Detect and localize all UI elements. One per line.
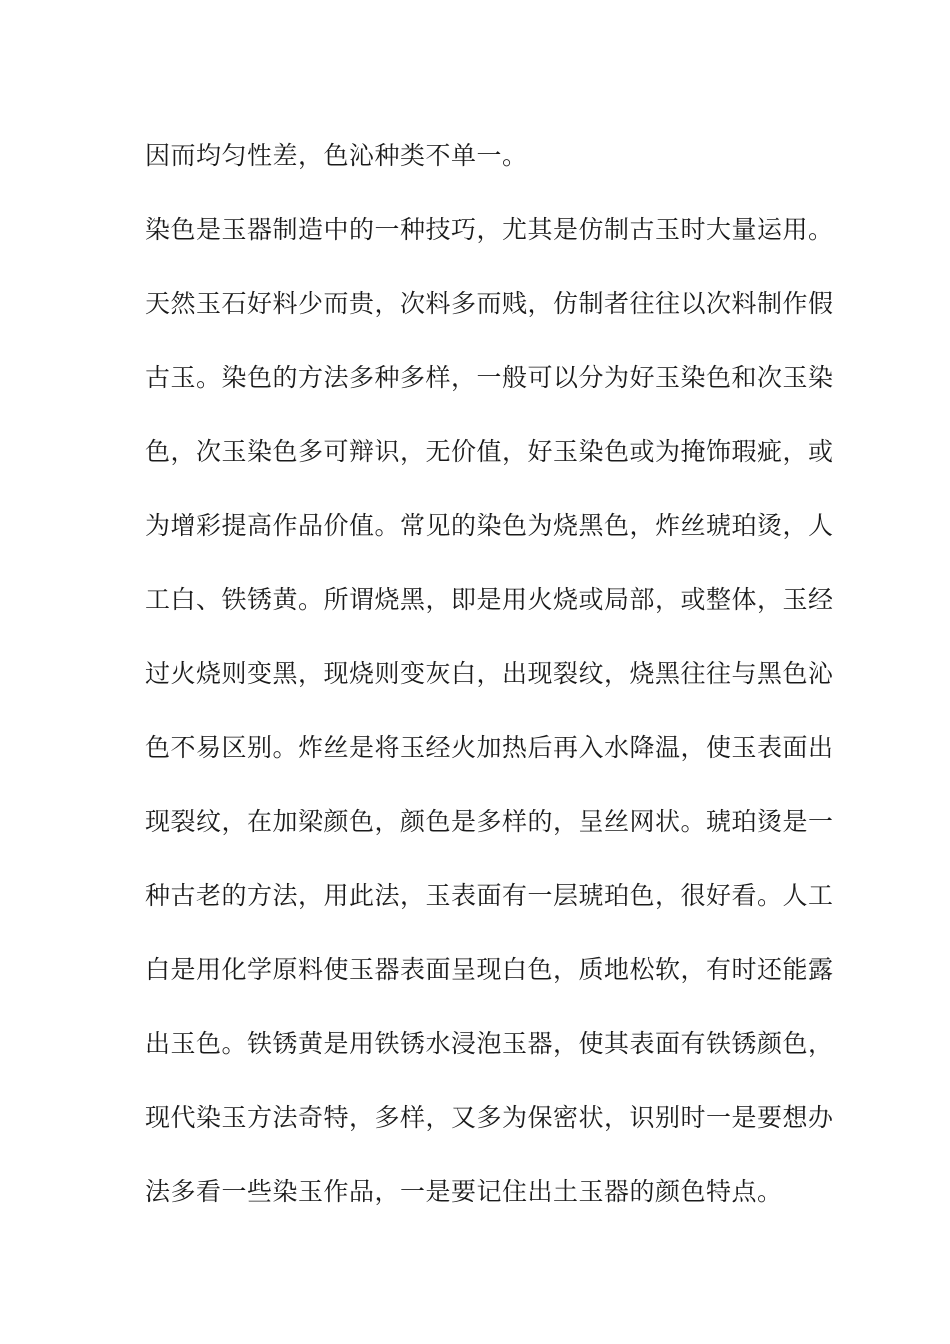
text-line: 色，次玉染色多可辩识，无价值，好玉染色或为掩饰瑕疵，或 bbox=[145, 437, 834, 466]
text-line: 工白、铁锈黄。所谓烧黑，即是用火烧或局部，或整体，玉经 bbox=[145, 585, 834, 614]
text-line: 白是用化学原料使玉器表面呈现白色，质地松软，有时还能露 bbox=[145, 955, 834, 984]
text-line: 为增彩提高作品价值。常见的染色为烧黑色，炸丝琥珀烫，人 bbox=[145, 511, 834, 540]
text-line: 古玉。染色的方法多种多样，一般可以分为好玉染色和次玉染 bbox=[145, 363, 834, 392]
body-text bbox=[145, 132, 834, 1242]
text-line: 现代染玉方法奇特，多样，又多为保密状，识别时一是要想办 bbox=[145, 1103, 834, 1132]
text-line: 因而均匀性差，色沁种类不单一。 bbox=[145, 141, 528, 170]
text-line: 过火烧则变黑，现烧则变灰白，出现裂纹，烧黑往往与黑色沁 bbox=[145, 659, 834, 688]
text-line: 天然玉石好料少而贵，次料多而贱，仿制者往往以次料制作假 bbox=[145, 289, 834, 318]
text-line: 色不易区别。炸丝是将玉经火加热后再入水降温，使玉表面出 bbox=[145, 733, 834, 762]
text-line: 现裂纹，在加梁颜色，颜色是多样的，呈丝网状。琥珀烫是一 bbox=[145, 807, 834, 836]
text-line: 法多看一些染玉作品，一是要记住出土玉器的颜色特点。 bbox=[145, 1177, 783, 1206]
text-line: 出玉色。铁锈黄是用铁锈水浸泡玉器，使其表面有铁锈颜色， bbox=[145, 1029, 834, 1058]
text-line: 种古老的方法，用此法，玉表面有一层琥珀色，很好看。人工 bbox=[145, 881, 834, 910]
text-line: 染色是玉器制造中的一种技巧，尤其是仿制古玉时大量运用。 bbox=[145, 215, 834, 244]
